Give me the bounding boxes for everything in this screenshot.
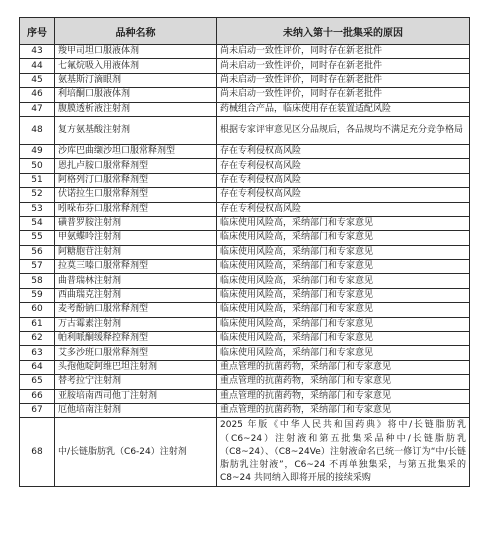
exclusion-reason: 尚未启动一致性评价，同时存在新老批件 (217, 88, 470, 102)
row-number: 63 (20, 346, 55, 360)
row-number: 49 (20, 144, 55, 158)
drug-name: 艾多沙班口服常释剂型 (55, 346, 217, 360)
row-number: 48 (20, 116, 55, 144)
row-number: 68 (20, 418, 55, 487)
table-row (20, 332, 470, 346)
table-row (20, 360, 470, 374)
row-number: 45 (20, 73, 55, 87)
drug-name: 利培酮口服液体剂 (55, 88, 217, 102)
table-body (20, 45, 470, 487)
exclusion-reason: 临床使用风险高，采纳部门和专家意见 (217, 317, 470, 331)
exclusion-reason: 2025 年版《中华人民共和国药典》将中/长链脂肪乳（C6~24）注射液和第五批集采品种中/长链脂肪乳（C8~24）、（C8~24Ve）注射液命名已统一修订为“中/长链脂肪乳注射液”，C6~24 不再单独集采，与第五批集采的 C8~24 共同纳入即将开展的接续采购 (217, 418, 470, 487)
header-row (20, 18, 470, 45)
table-row (20, 216, 470, 230)
table-row (20, 59, 470, 73)
exclusion-reason: 尚未启动一致性评价，同时存在新老批件 (217, 45, 470, 59)
drug-name: 阿格列汀口服常释剂型 (55, 173, 217, 187)
table-row (20, 88, 470, 102)
row-number: 57 (20, 260, 55, 274)
drug-name: 厄他培南注射剂 (55, 403, 217, 417)
drug-name: 七氟烷吸入用液体剂 (55, 59, 217, 73)
row-number: 44 (20, 59, 55, 73)
drug-name: 磺普罗胺注射剂 (55, 216, 217, 230)
exclusion-reason: 药械组合产品，临床使用存在装置适配风险 (217, 102, 470, 116)
row-number: 56 (20, 245, 55, 259)
table-row (20, 102, 470, 116)
exclusion-reason: 重点管理的抗菌药物，采纳部门和专家意见 (217, 389, 470, 403)
drug-name: 中/长链脂肪乳（C6-24）注射剂 (55, 418, 217, 487)
header-reason: 未纳入第十一批集采的原因 (217, 18, 470, 45)
table-row (20, 403, 470, 417)
exclusion-reason: 临床使用风险高，采纳部门和专家意见 (217, 288, 470, 302)
drug-name: 帕利哌酮缓释控释剂型 (55, 332, 217, 346)
row-number: 64 (20, 360, 55, 374)
table-row (20, 159, 470, 173)
drug-name: 万古霉素注射剂 (55, 317, 217, 331)
row-number: 46 (20, 88, 55, 102)
exclusion-reason: 存在专利侵权高风险 (217, 202, 470, 216)
exclusion-reason: 临床使用风险高，采纳部门和专家意见 (217, 303, 470, 317)
drug-name: 氨基斯汀滴眼剂 (55, 73, 217, 87)
row-number: 55 (20, 231, 55, 245)
exclusion-reason: 存在专利侵权高风险 (217, 159, 470, 173)
drug-name: 拉莫三嗪口服常释剂型 (55, 260, 217, 274)
drug-name: 恩扎卢胺口服常释剂型 (55, 159, 217, 173)
exclusion-reason: 重点管理的抗菌药物，采纳部门和专家意见 (217, 403, 470, 417)
drug-name: 复方氨基酸注射剂 (55, 116, 217, 144)
exclusion-reason: 重点管理的抗菌药物，采纳部门和专家意见 (217, 375, 470, 389)
exclusion-reason: 重点管理的抗菌药物，采纳部门和专家意见 (217, 360, 470, 374)
drug-name: 曲普瑞林注射剂 (55, 274, 217, 288)
header-number: 序号 (20, 18, 55, 45)
row-number: 43 (20, 45, 55, 59)
exclusion-reason: 临床使用风险高，采纳部门和专家意见 (217, 216, 470, 230)
row-number: 51 (20, 173, 55, 187)
row-number: 65 (20, 375, 55, 389)
row-number: 58 (20, 274, 55, 288)
exclusion-reason: 临床使用风险高，采纳部门和专家意见 (217, 231, 470, 245)
table-row (20, 45, 470, 59)
table-row (20, 202, 470, 216)
exclusion-reason: 临床使用风险高，采纳部门和专家意见 (217, 274, 470, 288)
table-row (20, 144, 470, 158)
row-number: 67 (20, 403, 55, 417)
table-row (20, 346, 470, 360)
drug-name: 吲哚布芬口服常释剂型 (55, 202, 217, 216)
row-number: 52 (20, 188, 55, 202)
exclusion-reason: 根据专家评审意见区分品规后，各品规均不满足充分竞争格局 (217, 116, 470, 144)
drug-name: 腹膜透析液注射剂 (55, 102, 217, 116)
table-row (20, 303, 470, 317)
exclusion-reason: 尚未启动一致性评价，同时存在新老批件 (217, 73, 470, 87)
table-row (20, 245, 470, 259)
exclusion-reason: 临床使用风险高，采纳部门和专家意见 (217, 346, 470, 360)
drug-table (19, 17, 470, 487)
drug-name: 沙库巴曲缬沙坦口服常释剂型 (55, 144, 217, 158)
table-row (20, 418, 470, 487)
table-row (20, 288, 470, 302)
drug-name: 羧甲司坦口服液体剂 (55, 45, 217, 59)
exclusion-reason: 存在专利侵权高风险 (217, 173, 470, 187)
exclusion-reason: 临床使用风险高，采纳部门和专家意见 (217, 245, 470, 259)
table-row (20, 73, 470, 87)
table-row (20, 188, 470, 202)
row-number: 66 (20, 389, 55, 403)
row-number: 50 (20, 159, 55, 173)
table-row (20, 375, 470, 389)
row-number: 59 (20, 288, 55, 302)
table-row (20, 173, 470, 187)
drug-name: 头孢他啶阿维巴坦注射剂 (55, 360, 217, 374)
table-row (20, 317, 470, 331)
header-drug-name: 品种名称 (55, 18, 217, 45)
drug-name: 甲氨蝶呤注射剂 (55, 231, 217, 245)
exclusion-reason: 尚未启动一致性评价，同时存在新老批件 (217, 59, 470, 73)
row-number: 54 (20, 216, 55, 230)
exclusion-reason: 临床使用风险高，采纳部门和专家意见 (217, 332, 470, 346)
table-row (20, 260, 470, 274)
exclusion-reason: 临床使用风险高，采纳部门和专家意见 (217, 260, 470, 274)
row-number: 62 (20, 332, 55, 346)
row-number: 60 (20, 303, 55, 317)
table-row (20, 116, 470, 144)
row-number: 53 (20, 202, 55, 216)
table-row (20, 274, 470, 288)
table-row (20, 389, 470, 403)
drug-name: 亚胺培南西司他丁注射剂 (55, 389, 217, 403)
drug-name: 替考拉宁注射剂 (55, 375, 217, 389)
table-row (20, 231, 470, 245)
drug-name: 阿糖胞苷注射剂 (55, 245, 217, 259)
drug-name: 西曲瑞克注射剂 (55, 288, 217, 302)
drug-name: 伏诺拉生口服常释剂型 (55, 188, 217, 202)
exclusion-reason: 存在专利侵权高风险 (217, 188, 470, 202)
row-number: 61 (20, 317, 55, 331)
exclusion-reason: 存在专利侵权高风险 (217, 144, 470, 158)
row-number: 47 (20, 102, 55, 116)
drug-name: 麦考酚钠口服常释剂型 (55, 303, 217, 317)
